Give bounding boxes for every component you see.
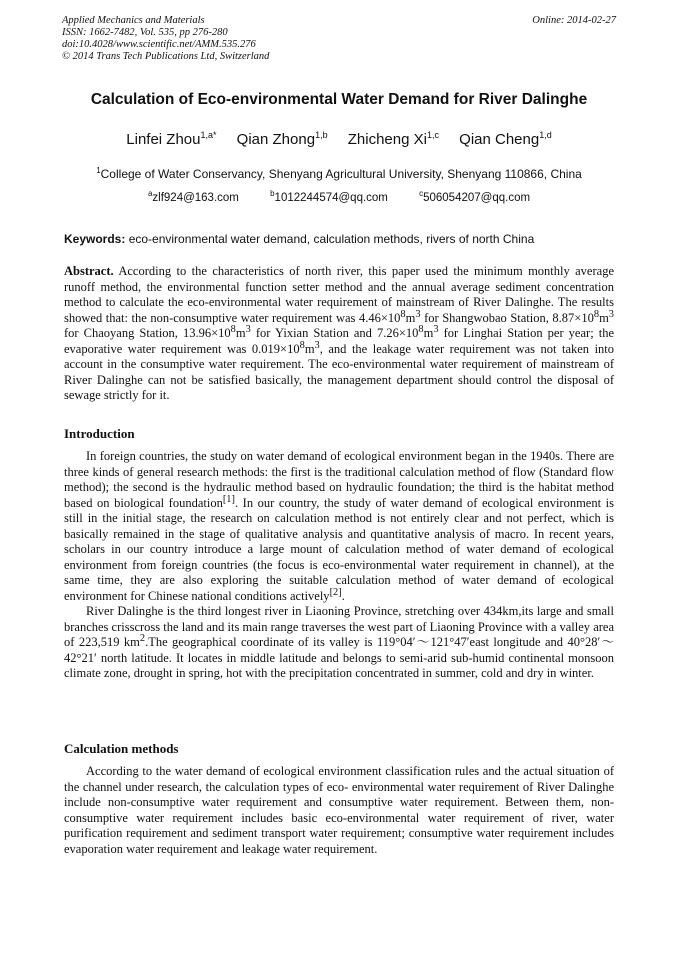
doi-line: doi:10.4028/www.scientific.net/AMM.535.276 [62, 39, 256, 50]
copyright-line: © 2014 Trans Tech Publications Ltd, Switzerland [62, 51, 270, 62]
author-list [40, 131, 638, 148]
author: Zhicheng Xi$^{1,c}$ [347, 130, 439, 148]
paragraph: According to the water demand of ecological environment classification rules and the actual situation of the channel under research, the calculation types of eco- environmental water requirement of River Dalinghe include non-consumptive water requirement and consumptive water requirement. Between them, non-consumptive water requirement includes basic eco-environmental water requirement of river, water purification requirement and sediment transport water requirement; consumptive water requirement includes evaporation water requirement and leakage water requirement. [64, 764, 614, 856]
section-heading-calculation-methods: Calculation methods [64, 741, 179, 756]
email-list [40, 189, 638, 204]
paper-title: Calculation of Eco-environmental Water Demand for River Dalinghe [90, 91, 588, 108]
keywords [64, 232, 618, 246]
keywords-label: Keywords: [64, 232, 126, 246]
section-heading-introduction: Introduction [64, 426, 135, 441]
abstract-label: Abstract. [64, 264, 114, 278]
author: Linfei Zhou$^{1,a*}$ [126, 130, 217, 148]
author: Qian Zhong$^{1,b}$ [236, 130, 328, 148]
online-date: Online: 2014-02-27 [532, 15, 616, 26]
email: $^c$506054207@qq.com [419, 189, 531, 204]
abstract [64, 264, 614, 404]
journal-name: Applied Mechanics and Materials [62, 15, 205, 26]
author: Qian Cheng$^{1,d}$ [459, 130, 552, 148]
calculation-methods-body [64, 764, 614, 857]
citation: [2] [329, 586, 342, 598]
paragraph: In foreign countries, the study on water demand of ecological environment began in the 1940s. There are three kinds of general research methods: the first is the traditional calculation method of flow (Standard flow method); the second is the hydraulic method based on hydraulic foundation; the third is the habitat method based on biological foundation[1]. In our country, the study of water demand of ecological environment is still in the initial stage, the research on calculation method is not entirely clear and not perfect, which is basically remained in the stage of qualitative analysis and quantitative analysis of macro. In recent years, scholars in our country introduce a large mount of calculation method of water demand of ecological environment from foreign countries (the focus is eco-environmental water requirement in channel), at the same time, they are also exploring the suitable calculation method of water demand of ecological environment for Chinese national conditions actively[2]. [64, 449, 614, 603]
citation: [1] [222, 493, 235, 505]
email: $^a$zlf924@163.com [147, 189, 239, 204]
keywords-text: eco-environmental water demand, calculation methods, rivers of north China [128, 232, 535, 246]
abstract-paragraph: Abstract. According to the characteristics of north river, this paper used the minimum monthly average runoff method, the environmental function setter method and the annual average sediment concentration method to calculate the eco-environmental water requirement of mainstream of River Dalinghe. The results showed that: the non-consumptive water requirement was $4.46\times 10^8m^3$ for Shangwobao Station, $8.87\times 10^8m^3$ for Chaoyang Station, $13.96\times 10^8m^3$ for Yixian Station and $7.26\times 10^8m^3$ for Linghai Station per year; the evaporative water requirement was $0.019\times 10^8m^3$, and the leakage water requirement was not taken into account in the consumptive water requirement. The eco-environmental water requirement of mainstream of River Dalinghe can not be satisfied basically, the management department should control the disposal of sewage strictly for it. [64, 264, 615, 402]
email: $^b$1012244574@qq.com [270, 189, 388, 204]
introduction-body [64, 449, 614, 682]
journal-meta [62, 15, 269, 63]
issn-line: ISSN: 1662-7482, Vol. 535, pp 276-280 [62, 27, 228, 38]
paragraph: River Dalinghe is the third longest river in Liaoning Province, stretching over 434km,its large and small branches crisscross the land and its main range traverses the west part of Liaoning Province with a valley area of 223,519 $km^2.The$ geographical coordinate of its valley is 119°04′～121°47′east longitude and 40°28′～42°21′ north latitude. It locates in middle latitude and belongs to semi-arid sub-humid continental monsoon climate zone, drought in spring, hot with the precipitation concentrated in summer, cold and dry in winter. [64, 604, 615, 680]
affiliation: $^1$College of Water Conservancy, Shenyang Agricultural University, Shenyang 110866, China [96, 166, 582, 181]
